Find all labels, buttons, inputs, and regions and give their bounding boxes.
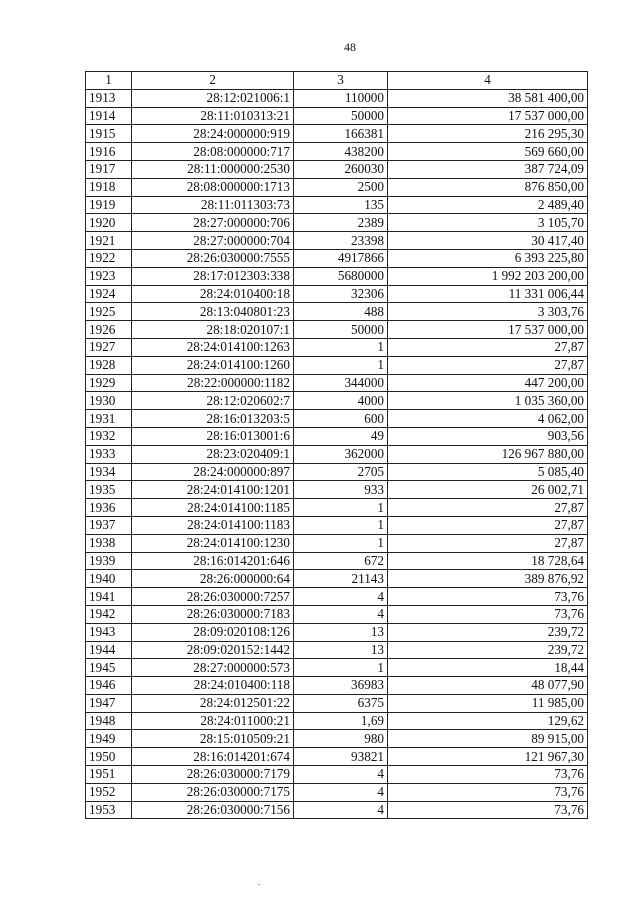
- cadastral-number-cell: 28:24:014100:1230: [132, 534, 294, 552]
- cadastral-number-cell: 28:11:010313:21: [132, 107, 294, 125]
- cadastral-number-cell: 28:12:021006:1: [132, 89, 294, 107]
- row-number-cell: 1923: [86, 267, 132, 285]
- cadastral-number-cell: 28:24:014100:1263: [132, 338, 294, 356]
- area-cell: 362000: [294, 445, 388, 463]
- table-row: [86, 214, 588, 232]
- row-number-cell: 1934: [86, 463, 132, 481]
- cadastral-number-cell: 28:26:030000:7156: [132, 801, 294, 819]
- cadastral-number-cell: 28:18:020107:1: [132, 321, 294, 339]
- area-cell: 4: [294, 605, 388, 623]
- cadastral-number-cell: 28:12:020602:7: [132, 392, 294, 410]
- value-cell: 6 393 225,80: [388, 249, 588, 267]
- table-row: [86, 267, 588, 285]
- area-cell: 4: [294, 588, 388, 606]
- value-cell: 447 200,00: [388, 374, 588, 392]
- value-cell: 126 967 880,00: [388, 445, 588, 463]
- cadastral-number-cell: 28:24:000000:897: [132, 463, 294, 481]
- table-row: [86, 160, 588, 178]
- table-row: [86, 534, 588, 552]
- value-cell: 73,76: [388, 783, 588, 801]
- value-cell: 3 105,70: [388, 214, 588, 232]
- scan-speck: [258, 884, 260, 885]
- cadastral-number-cell: 28:26:030000:7183: [132, 605, 294, 623]
- table-row: [86, 641, 588, 659]
- cadastral-number-cell: 28:24:011000:21: [132, 712, 294, 730]
- value-cell: 239,72: [388, 641, 588, 659]
- value-cell: 5 085,40: [388, 463, 588, 481]
- table-row: [86, 249, 588, 267]
- area-cell: 260030: [294, 160, 388, 178]
- column-header-4: 4: [388, 72, 588, 90]
- area-cell: 50000: [294, 107, 388, 125]
- row-number-cell: 1918: [86, 178, 132, 196]
- area-cell: 4: [294, 783, 388, 801]
- row-number-cell: 1953: [86, 801, 132, 819]
- table-row: [86, 356, 588, 374]
- cadastral-number-cell: 28:16:013001:6: [132, 427, 294, 445]
- table-row: [86, 232, 588, 250]
- area-cell: 1: [294, 516, 388, 534]
- area-cell: 1: [294, 356, 388, 374]
- page-number: 48: [344, 40, 356, 54]
- cadastral-number-cell: 28:24:014100:1201: [132, 481, 294, 499]
- value-cell: 48 077,90: [388, 677, 588, 695]
- row-number-cell: 1940: [86, 570, 132, 588]
- value-cell: 27,87: [388, 356, 588, 374]
- row-number-cell: 1947: [86, 694, 132, 712]
- row-number-cell: 1920: [86, 214, 132, 232]
- value-cell: 27,87: [388, 516, 588, 534]
- area-cell: 2389: [294, 214, 388, 232]
- row-number-cell: 1948: [86, 712, 132, 730]
- value-cell: 569 660,00: [388, 143, 588, 161]
- area-cell: 344000: [294, 374, 388, 392]
- row-number-cell: 1925: [86, 303, 132, 321]
- row-number-cell: 1919: [86, 196, 132, 214]
- cadastral-number-cell: 28:16:014201:674: [132, 748, 294, 766]
- table-row: [86, 481, 588, 499]
- row-number-cell: 1942: [86, 605, 132, 623]
- column-header-1: 1: [86, 72, 132, 90]
- table-row: [86, 605, 588, 623]
- area-cell: 1: [294, 338, 388, 356]
- table-body: [86, 89, 588, 819]
- value-cell: 27,87: [388, 338, 588, 356]
- area-cell: 166381: [294, 125, 388, 143]
- area-cell: 2500: [294, 178, 388, 196]
- value-cell: 73,76: [388, 588, 588, 606]
- row-number-cell: 1915: [86, 125, 132, 143]
- area-cell: 600: [294, 410, 388, 428]
- table-row: [86, 516, 588, 534]
- table-row: [86, 410, 588, 428]
- cadastral-number-cell: 28:24:014100:1185: [132, 499, 294, 517]
- area-cell: 13: [294, 641, 388, 659]
- area-cell: 933: [294, 481, 388, 499]
- row-number-cell: 1913: [86, 89, 132, 107]
- cadastral-number-cell: 28:23:020409:1: [132, 445, 294, 463]
- row-number-cell: 1938: [86, 534, 132, 552]
- row-number-cell: 1946: [86, 677, 132, 695]
- table-row: [86, 588, 588, 606]
- cadastral-number-cell: 28:13:040801:23: [132, 303, 294, 321]
- value-cell: 18 728,64: [388, 552, 588, 570]
- table-row: [86, 552, 588, 570]
- value-cell: 38 581 400,00: [388, 89, 588, 107]
- value-cell: 1 992 203 200,00: [388, 267, 588, 285]
- area-cell: 21143: [294, 570, 388, 588]
- cadastral-number-cell: 28:16:013203:5: [132, 410, 294, 428]
- table-row: [86, 125, 588, 143]
- cadastral-number-cell: 28:24:014100:1183: [132, 516, 294, 534]
- value-cell: 30 417,40: [388, 232, 588, 250]
- value-cell: 18,44: [388, 659, 588, 677]
- area-cell: 5680000: [294, 267, 388, 285]
- table-row: [86, 392, 588, 410]
- row-number-cell: 1926: [86, 321, 132, 339]
- cadastral-number-cell: 28:16:014201:646: [132, 552, 294, 570]
- row-number-cell: 1924: [86, 285, 132, 303]
- value-cell: 73,76: [388, 605, 588, 623]
- table-row: [86, 107, 588, 125]
- row-number-cell: 1943: [86, 623, 132, 641]
- table-row: [86, 285, 588, 303]
- table-row: [86, 712, 588, 730]
- cadastral-number-cell: 28:09:020152:1442: [132, 641, 294, 659]
- area-cell: 93821: [294, 748, 388, 766]
- area-cell: 1: [294, 534, 388, 552]
- value-cell: 216 295,30: [388, 125, 588, 143]
- value-cell: 27,87: [388, 499, 588, 517]
- row-number-cell: 1931: [86, 410, 132, 428]
- row-number-cell: 1914: [86, 107, 132, 125]
- cadastral-number-cell: 28:24:014100:1260: [132, 356, 294, 374]
- cadastral-number-cell: 28:08:000000:717: [132, 143, 294, 161]
- table-row: [86, 196, 588, 214]
- row-number-cell: 1952: [86, 783, 132, 801]
- table-row: [86, 801, 588, 819]
- cadastral-number-cell: 28:24:010400:18: [132, 285, 294, 303]
- cadastral-number-cell: 28:24:012501:22: [132, 694, 294, 712]
- table-row: [86, 303, 588, 321]
- cadastral-number-cell: 28:11:011303:73: [132, 196, 294, 214]
- table-row: [86, 427, 588, 445]
- value-cell: 17 537 000,00: [388, 107, 588, 125]
- row-number-cell: 1949: [86, 730, 132, 748]
- cadastral-number-cell: 28:24:010400:118: [132, 677, 294, 695]
- area-cell: 438200: [294, 143, 388, 161]
- column-header-2: 2: [132, 72, 294, 90]
- table-row: [86, 783, 588, 801]
- cadastral-number-cell: 28:26:030000:7257: [132, 588, 294, 606]
- table-row: [86, 623, 588, 641]
- row-number-cell: 1951: [86, 766, 132, 784]
- value-cell: 3 303,76: [388, 303, 588, 321]
- table-row: [86, 570, 588, 588]
- cadastral-number-cell: 28:27:000000:573: [132, 659, 294, 677]
- row-number-cell: 1917: [86, 160, 132, 178]
- column-header-3: 3: [294, 72, 388, 90]
- area-cell: 672: [294, 552, 388, 570]
- area-cell: 23398: [294, 232, 388, 250]
- area-cell: 50000: [294, 321, 388, 339]
- area-cell: 4: [294, 801, 388, 819]
- row-number-cell: 1941: [86, 588, 132, 606]
- value-cell: 903,56: [388, 427, 588, 445]
- area-cell: 13: [294, 623, 388, 641]
- value-cell: 73,76: [388, 801, 588, 819]
- table-row: [86, 338, 588, 356]
- table-row: [86, 499, 588, 517]
- table-row: [86, 178, 588, 196]
- area-cell: 980: [294, 730, 388, 748]
- value-cell: 129,62: [388, 712, 588, 730]
- table-row: [86, 463, 588, 481]
- table-header-row: [86, 72, 588, 90]
- table-row: [86, 748, 588, 766]
- area-cell: 1,69: [294, 712, 388, 730]
- table-row: [86, 694, 588, 712]
- area-cell: 1: [294, 659, 388, 677]
- row-number-cell: 1945: [86, 659, 132, 677]
- table-row: [86, 374, 588, 392]
- area-cell: 488: [294, 303, 388, 321]
- cadastral-number-cell: 28:15:010509:21: [132, 730, 294, 748]
- area-cell: 4: [294, 766, 388, 784]
- area-cell: 110000: [294, 89, 388, 107]
- cadastral-number-cell: 28:26:000000:64: [132, 570, 294, 588]
- value-cell: 89 915,00: [388, 730, 588, 748]
- cadastral-number-cell: 28:27:000000:704: [132, 232, 294, 250]
- table-row: [86, 659, 588, 677]
- table-row: [86, 730, 588, 748]
- row-number-cell: 1937: [86, 516, 132, 534]
- area-cell: 4917866: [294, 249, 388, 267]
- area-cell: 49: [294, 427, 388, 445]
- table-row: [86, 677, 588, 695]
- row-number-cell: 1928: [86, 356, 132, 374]
- area-cell: 4000: [294, 392, 388, 410]
- value-cell: 121 967,30: [388, 748, 588, 766]
- area-cell: 1: [294, 499, 388, 517]
- cadastral-number-cell: 28:24:000000:919: [132, 125, 294, 143]
- table-row: [86, 445, 588, 463]
- area-cell: 135: [294, 196, 388, 214]
- row-number-cell: 1944: [86, 641, 132, 659]
- area-cell: 36983: [294, 677, 388, 695]
- row-number-cell: 1927: [86, 338, 132, 356]
- cadastral-number-cell: 28:22:000000:1182: [132, 374, 294, 392]
- cadastral-number-cell: 28:26:030000:7179: [132, 766, 294, 784]
- row-number-cell: 1933: [86, 445, 132, 463]
- cadastral-number-cell: 28:26:030000:7555: [132, 249, 294, 267]
- area-cell: 32306: [294, 285, 388, 303]
- value-cell: 11 985,00: [388, 694, 588, 712]
- value-cell: 4 062,00: [388, 410, 588, 428]
- row-number-cell: 1939: [86, 552, 132, 570]
- row-number-cell: 1930: [86, 392, 132, 410]
- land-plot-table: [85, 71, 588, 819]
- row-number-cell: 1950: [86, 748, 132, 766]
- row-number-cell: 1935: [86, 481, 132, 499]
- table-row: [86, 89, 588, 107]
- table-row: [86, 143, 588, 161]
- value-cell: 389 876,92: [388, 570, 588, 588]
- area-cell: 2705: [294, 463, 388, 481]
- value-cell: 27,87: [388, 534, 588, 552]
- cadastral-number-cell: 28:08:000000:1713: [132, 178, 294, 196]
- value-cell: 17 537 000,00: [388, 321, 588, 339]
- value-cell: 73,76: [388, 766, 588, 784]
- row-number-cell: 1916: [86, 143, 132, 161]
- table-row: [86, 321, 588, 339]
- row-number-cell: 1929: [86, 374, 132, 392]
- value-cell: 876 850,00: [388, 178, 588, 196]
- value-cell: 1 035 360,00: [388, 392, 588, 410]
- area-cell: 6375: [294, 694, 388, 712]
- cadastral-number-cell: 28:17:012303:338: [132, 267, 294, 285]
- row-number-cell: 1921: [86, 232, 132, 250]
- value-cell: 26 002,71: [388, 481, 588, 499]
- cadastral-number-cell: 28:11:000000:2530: [132, 160, 294, 178]
- row-number-cell: 1922: [86, 249, 132, 267]
- value-cell: 2 489,40: [388, 196, 588, 214]
- table-row: [86, 766, 588, 784]
- cadastral-number-cell: 28:09:020108:126: [132, 623, 294, 641]
- row-number-cell: 1932: [86, 427, 132, 445]
- value-cell: 387 724,09: [388, 160, 588, 178]
- row-number-cell: 1936: [86, 499, 132, 517]
- value-cell: 11 331 006,44: [388, 285, 588, 303]
- cadastral-number-cell: 28:27:000000:706: [132, 214, 294, 232]
- cadastral-number-cell: 28:26:030000:7175: [132, 783, 294, 801]
- value-cell: 239,72: [388, 623, 588, 641]
